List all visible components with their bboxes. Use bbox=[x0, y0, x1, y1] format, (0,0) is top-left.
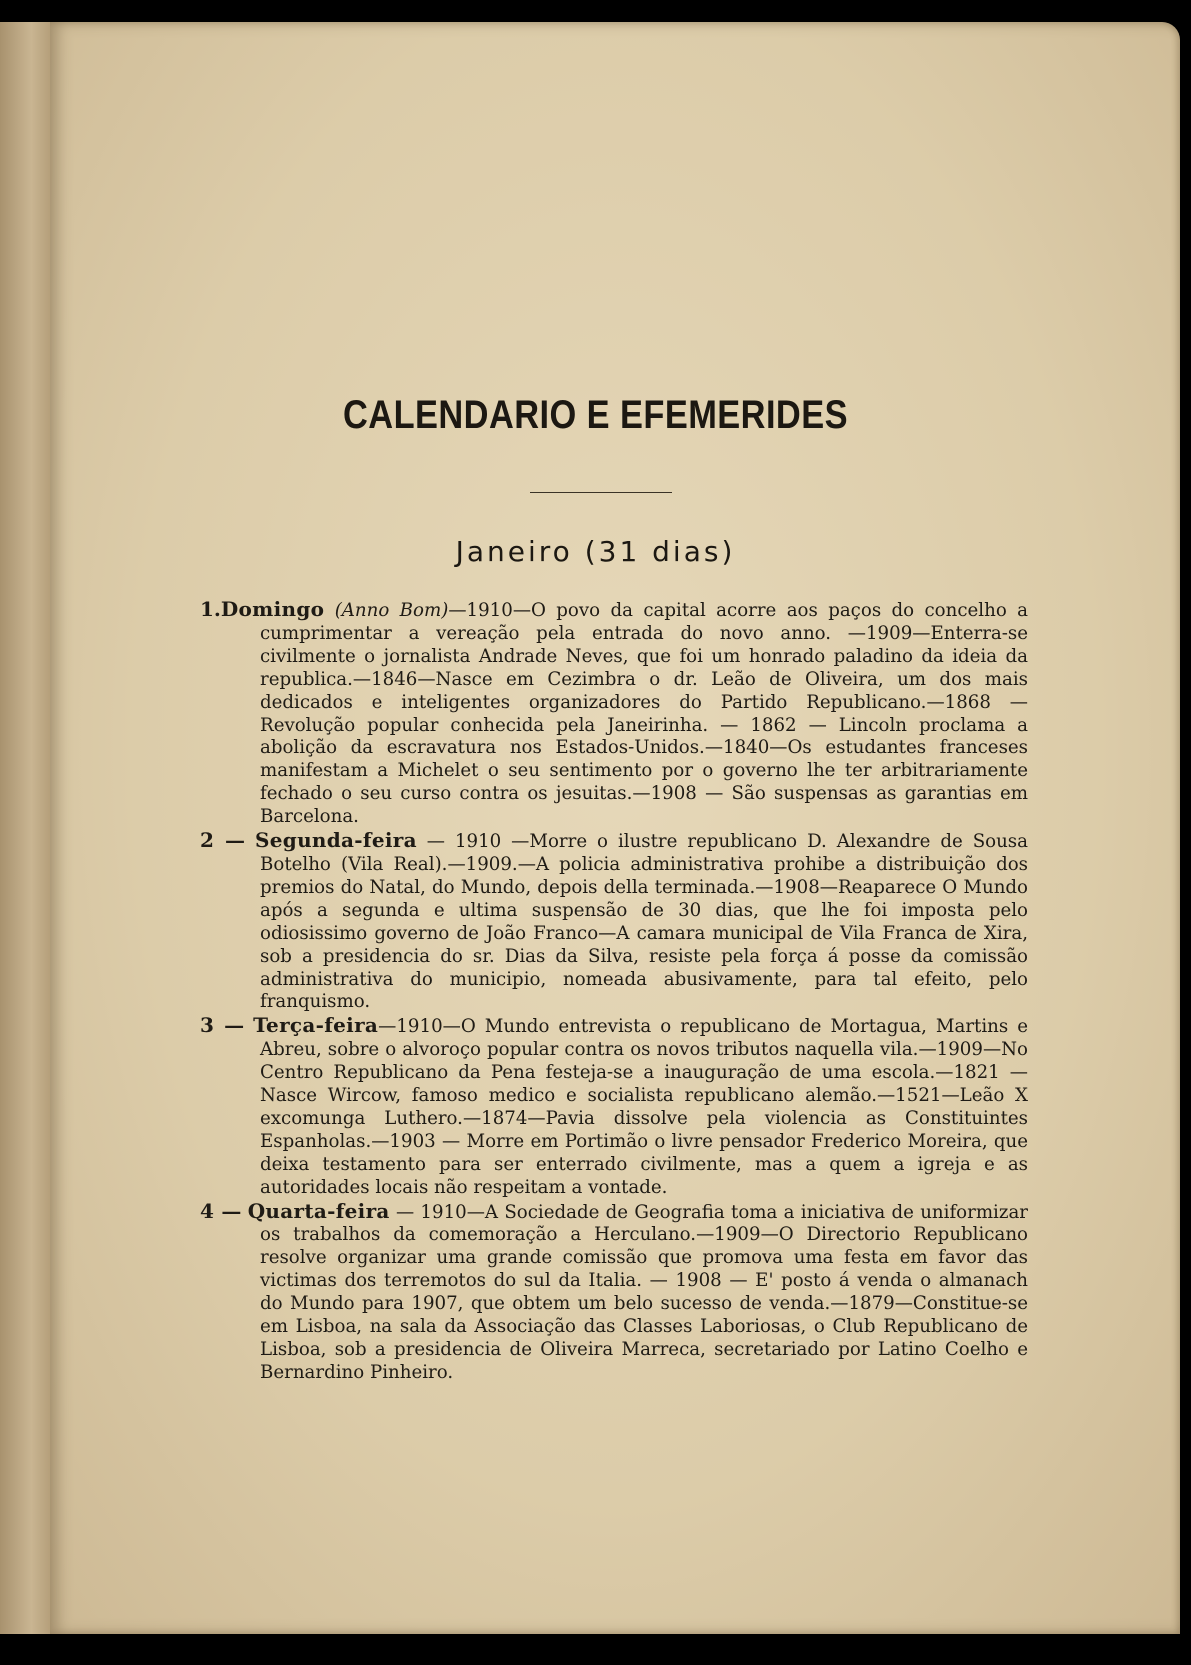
entry-day-4 bbox=[200, 1200, 1028, 1385]
page-title: CALENDARIO E EFEMERIDES bbox=[343, 393, 848, 437]
entry-note: (Anno Bom) bbox=[334, 600, 449, 621]
month-heading: Janeiro (31 dias) bbox=[455, 535, 736, 568]
weekday-label: Segunda-feira bbox=[255, 828, 417, 853]
entry-number: 2 — bbox=[200, 828, 246, 853]
title-divider bbox=[530, 492, 672, 493]
entry-day-3 bbox=[200, 1014, 1028, 1199]
ephemerides-list bbox=[200, 598, 1028, 1385]
entry-day-1 bbox=[200, 598, 1028, 829]
entry-number: 3 — bbox=[200, 1013, 245, 1038]
weekday-label: Terça-feira bbox=[253, 1013, 379, 1038]
previous-page-edge bbox=[0, 22, 52, 1634]
entry-text: —1910—O povo da capital acorre aos paços do concelho a cumprimentar a vereação pela entrada do novo anno. —1909—Enterra-se civilmente o jornalista Andrade Neves, que foi um honrado paladino da ideia da republica.—1846—Nasce em Cezimbra o dr. Leão de Oliveira, um dos mais dedicados e inteligentes organizadores do Partido Republicano.—1868 —Revolução popular conhecida pela Janeirinha. — 1862 — Lincoln proclama a abolição da escravatura nos Estados-Unidos.—1840—Os estudantes franceses manifestam a Michelet o seu sentimento por o governo lhe ter arbitrariamente fechado o seu curso contra os jesuitas.—1908 — São suspensas as garantias em Barcelona. bbox=[260, 600, 1028, 828]
entry-text: —1910—O Mundo entrevista o republicano de Mortagua, Martins e Abreu, sobre o alvoroço popular contra os novos tributos naquella vila.—1909—No Centro Republicano da Pena festeja-se a inauguração de uma escola.—1821 — Nasce Wircow, famoso medico e socialista republicano alemão.—1521—Leão X excomunga Luthero.—1874—Pavia dissolve pela violencia as Constituintes Espanholas.—1903 — Morre em Portimão o livre pensador Frederico Moreira, que deixa testamento para ser enterrado civilmente, mas a quem a igreja e as autoridades locais não respeitam a vontade. bbox=[260, 1016, 1028, 1198]
entry-number: 1. bbox=[200, 597, 221, 621]
entry-text: — 1910 —Morre o ilustre republicano D. Alexandre de Sousa Botelho (Vila Real).—1909.—A policia administrativa prohibe a distribuição dos premios do Natal, do Mundo, depois della terminada.—1908—Reaparece O Mundo após a segunda e ultima suspensão de 30 dias, que lhe foi imposta pelo odiosissimo governo de João Franco—A camara municipal de Vila Franca de Xira, sob a presidencia do sr. Dias da Silva, resiste pela força á posse da comissão administrativa do municipio, nomeada abusivamente, para tal efeito, pelo franquismo. bbox=[260, 831, 1028, 1013]
entry-day-2 bbox=[200, 829, 1028, 1014]
entry-number: 4 — bbox=[200, 1198, 242, 1223]
entry-text: — 1910—A Sociedade de Geografia toma a iniciativa de uniformizar os trabalhos da comemoração a Herculano.—1909—O Directorio Republicano resolve organizar uma grande comissão que promova uma festa em favor das victimas dos terremotos do sul da Italia. — 1908 — E' posto á venda o almanach do Mundo para 1907, que obtem um belo sucesso de venda.—1879—Constitue-se em Lisboa, na sala da Associação das Classes Laboriosas, o Club Republicano de Lisboa, sob a presidencia de Oliveira Marreca, secretariado por Latino Coelho e Bernardino Pinheiro. bbox=[260, 1201, 1028, 1383]
weekday-label: Domingo bbox=[220, 597, 325, 621]
weekday-label: Quarta-feira bbox=[247, 1198, 390, 1223]
